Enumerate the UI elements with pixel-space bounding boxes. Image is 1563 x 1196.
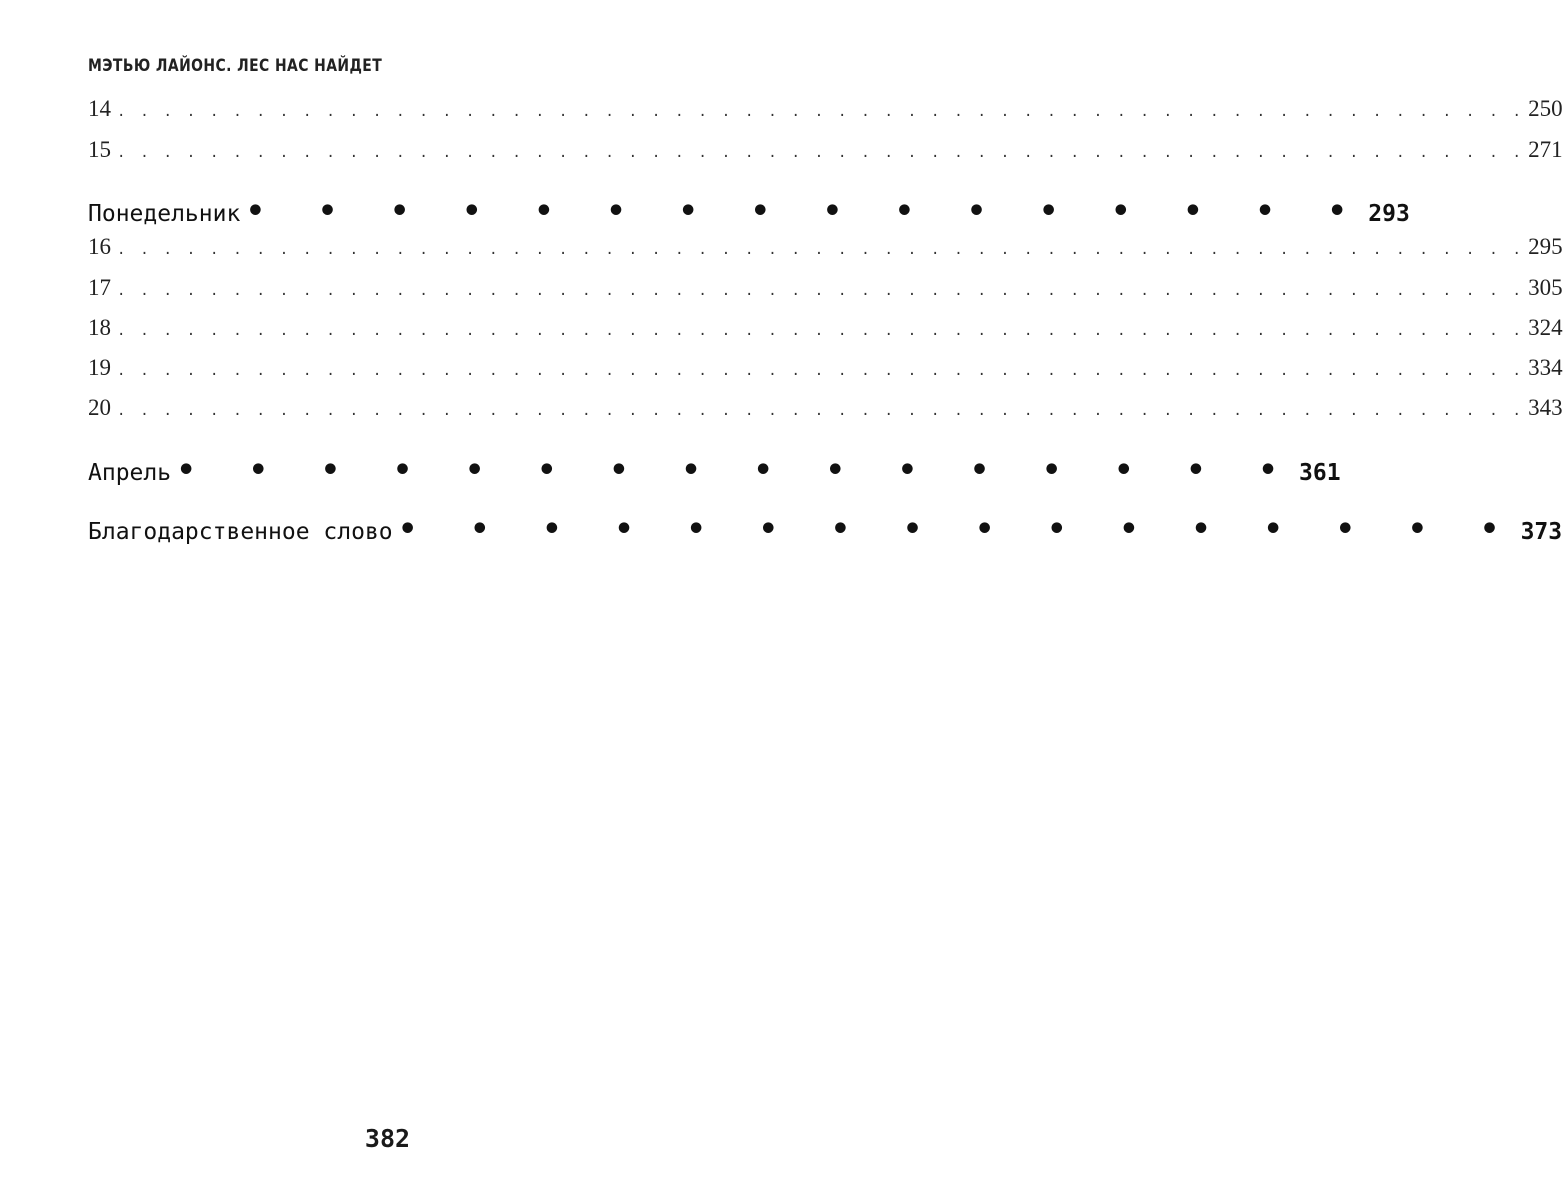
toc-entry-label: 16 bbox=[88, 234, 117, 260]
toc-entry[interactable] bbox=[88, 453, 1341, 488]
toc-entry[interactable] bbox=[88, 194, 1410, 229]
running-head: МЭТЬЮ ЛАЙОНС. ЛЕС НАС НАЙДЕТ bbox=[88, 56, 383, 76]
toc-entry[interactable] bbox=[88, 512, 1563, 547]
leader-dots: . . . . . . . . . . . . . . . . . . . . . . . . . . . . . . . . . . . . . . . . . . . . . . . . . . . . . . . . . . . . . bbox=[117, 363, 1525, 379]
toc-entry-label: 17 bbox=[88, 275, 117, 301]
toc-entry[interactable] bbox=[88, 96, 1563, 122]
toc-entry-label: 19 bbox=[88, 355, 117, 381]
toc-entry-page: 373 bbox=[1517, 519, 1563, 545]
leader-dots: . . . . . . . . . . . . . . . . . . . . . . . . . . . . . . . . . . . . . . . . . . . . . . . . . . . . . . . . . . . . . bbox=[117, 403, 1525, 419]
toc-entry[interactable] bbox=[88, 355, 1563, 381]
leader-dots: . . . . . . . . . . . . . . . . . . . . . . . . . . . . . . . . . . . . . . . . . . . . . . . . . . . . . . . . . . . . . bbox=[117, 242, 1525, 258]
toc-entry[interactable] bbox=[88, 137, 1563, 163]
toc-entry-label: 20 bbox=[88, 395, 117, 421]
leader-dots: . . . . . . . . . . . . . . . . . . . . . . . . . . . . . . . . . . . . . . . . . . . . . . . . . . . . . . . . . . . . . bbox=[117, 104, 1525, 120]
toc-entry-label: 15 bbox=[88, 137, 117, 163]
leader-dots: . . . . . . . . . . . . . . . . . . . . . . . . . . . . . . . . . . . . . . . . . . . . . . . . . . . . . . . . . . . . . bbox=[117, 145, 1525, 161]
toc-entry-label: Апрель bbox=[88, 460, 177, 486]
toc-entry-page: 293 bbox=[1364, 201, 1410, 227]
toc-entry-label: Понедельник bbox=[88, 201, 246, 227]
toc-entry[interactable] bbox=[88, 234, 1563, 260]
toc-entry-page: 305 bbox=[1524, 275, 1563, 301]
toc-entry[interactable] bbox=[88, 395, 1563, 421]
leader-dots: • • • • • • • • • • • • • • • • bbox=[398, 512, 1517, 547]
toc-entry-page: 271 bbox=[1524, 137, 1563, 163]
toc-entry[interactable] bbox=[88, 275, 1563, 301]
toc-entry-page: 343 bbox=[1524, 395, 1563, 421]
toc-entry[interactable] bbox=[88, 315, 1563, 341]
toc-entry-page: 334 bbox=[1524, 355, 1563, 381]
leader-dots: . . . . . . . . . . . . . . . . . . . . . . . . . . . . . . . . . . . . . . . . . . . . . . . . . . . . . . . . . . . . . bbox=[117, 283, 1525, 299]
toc-entry-page: 295 bbox=[1524, 234, 1563, 260]
leader-dots: • • • • • • • • • • • • • • • • bbox=[246, 194, 1365, 229]
toc-entry-label: 18 bbox=[88, 315, 117, 341]
leader-dots: • • • • • • • • • • • • • • • • bbox=[177, 453, 1296, 488]
toc-entry-label: 14 bbox=[88, 96, 117, 122]
page-number: 382 bbox=[364, 1124, 411, 1153]
toc-entry-page: 324 bbox=[1524, 315, 1563, 341]
toc-entry-label: Благодарственное слово bbox=[88, 519, 399, 545]
toc-entry-page: 250 bbox=[1524, 96, 1563, 122]
leader-dots: . . . . . . . . . . . . . . . . . . . . . . . . . . . . . . . . . . . . . . . . . . . . . . . . . . . . . . . . . . . . . bbox=[117, 323, 1525, 339]
toc-entry-page: 361 bbox=[1295, 460, 1341, 486]
